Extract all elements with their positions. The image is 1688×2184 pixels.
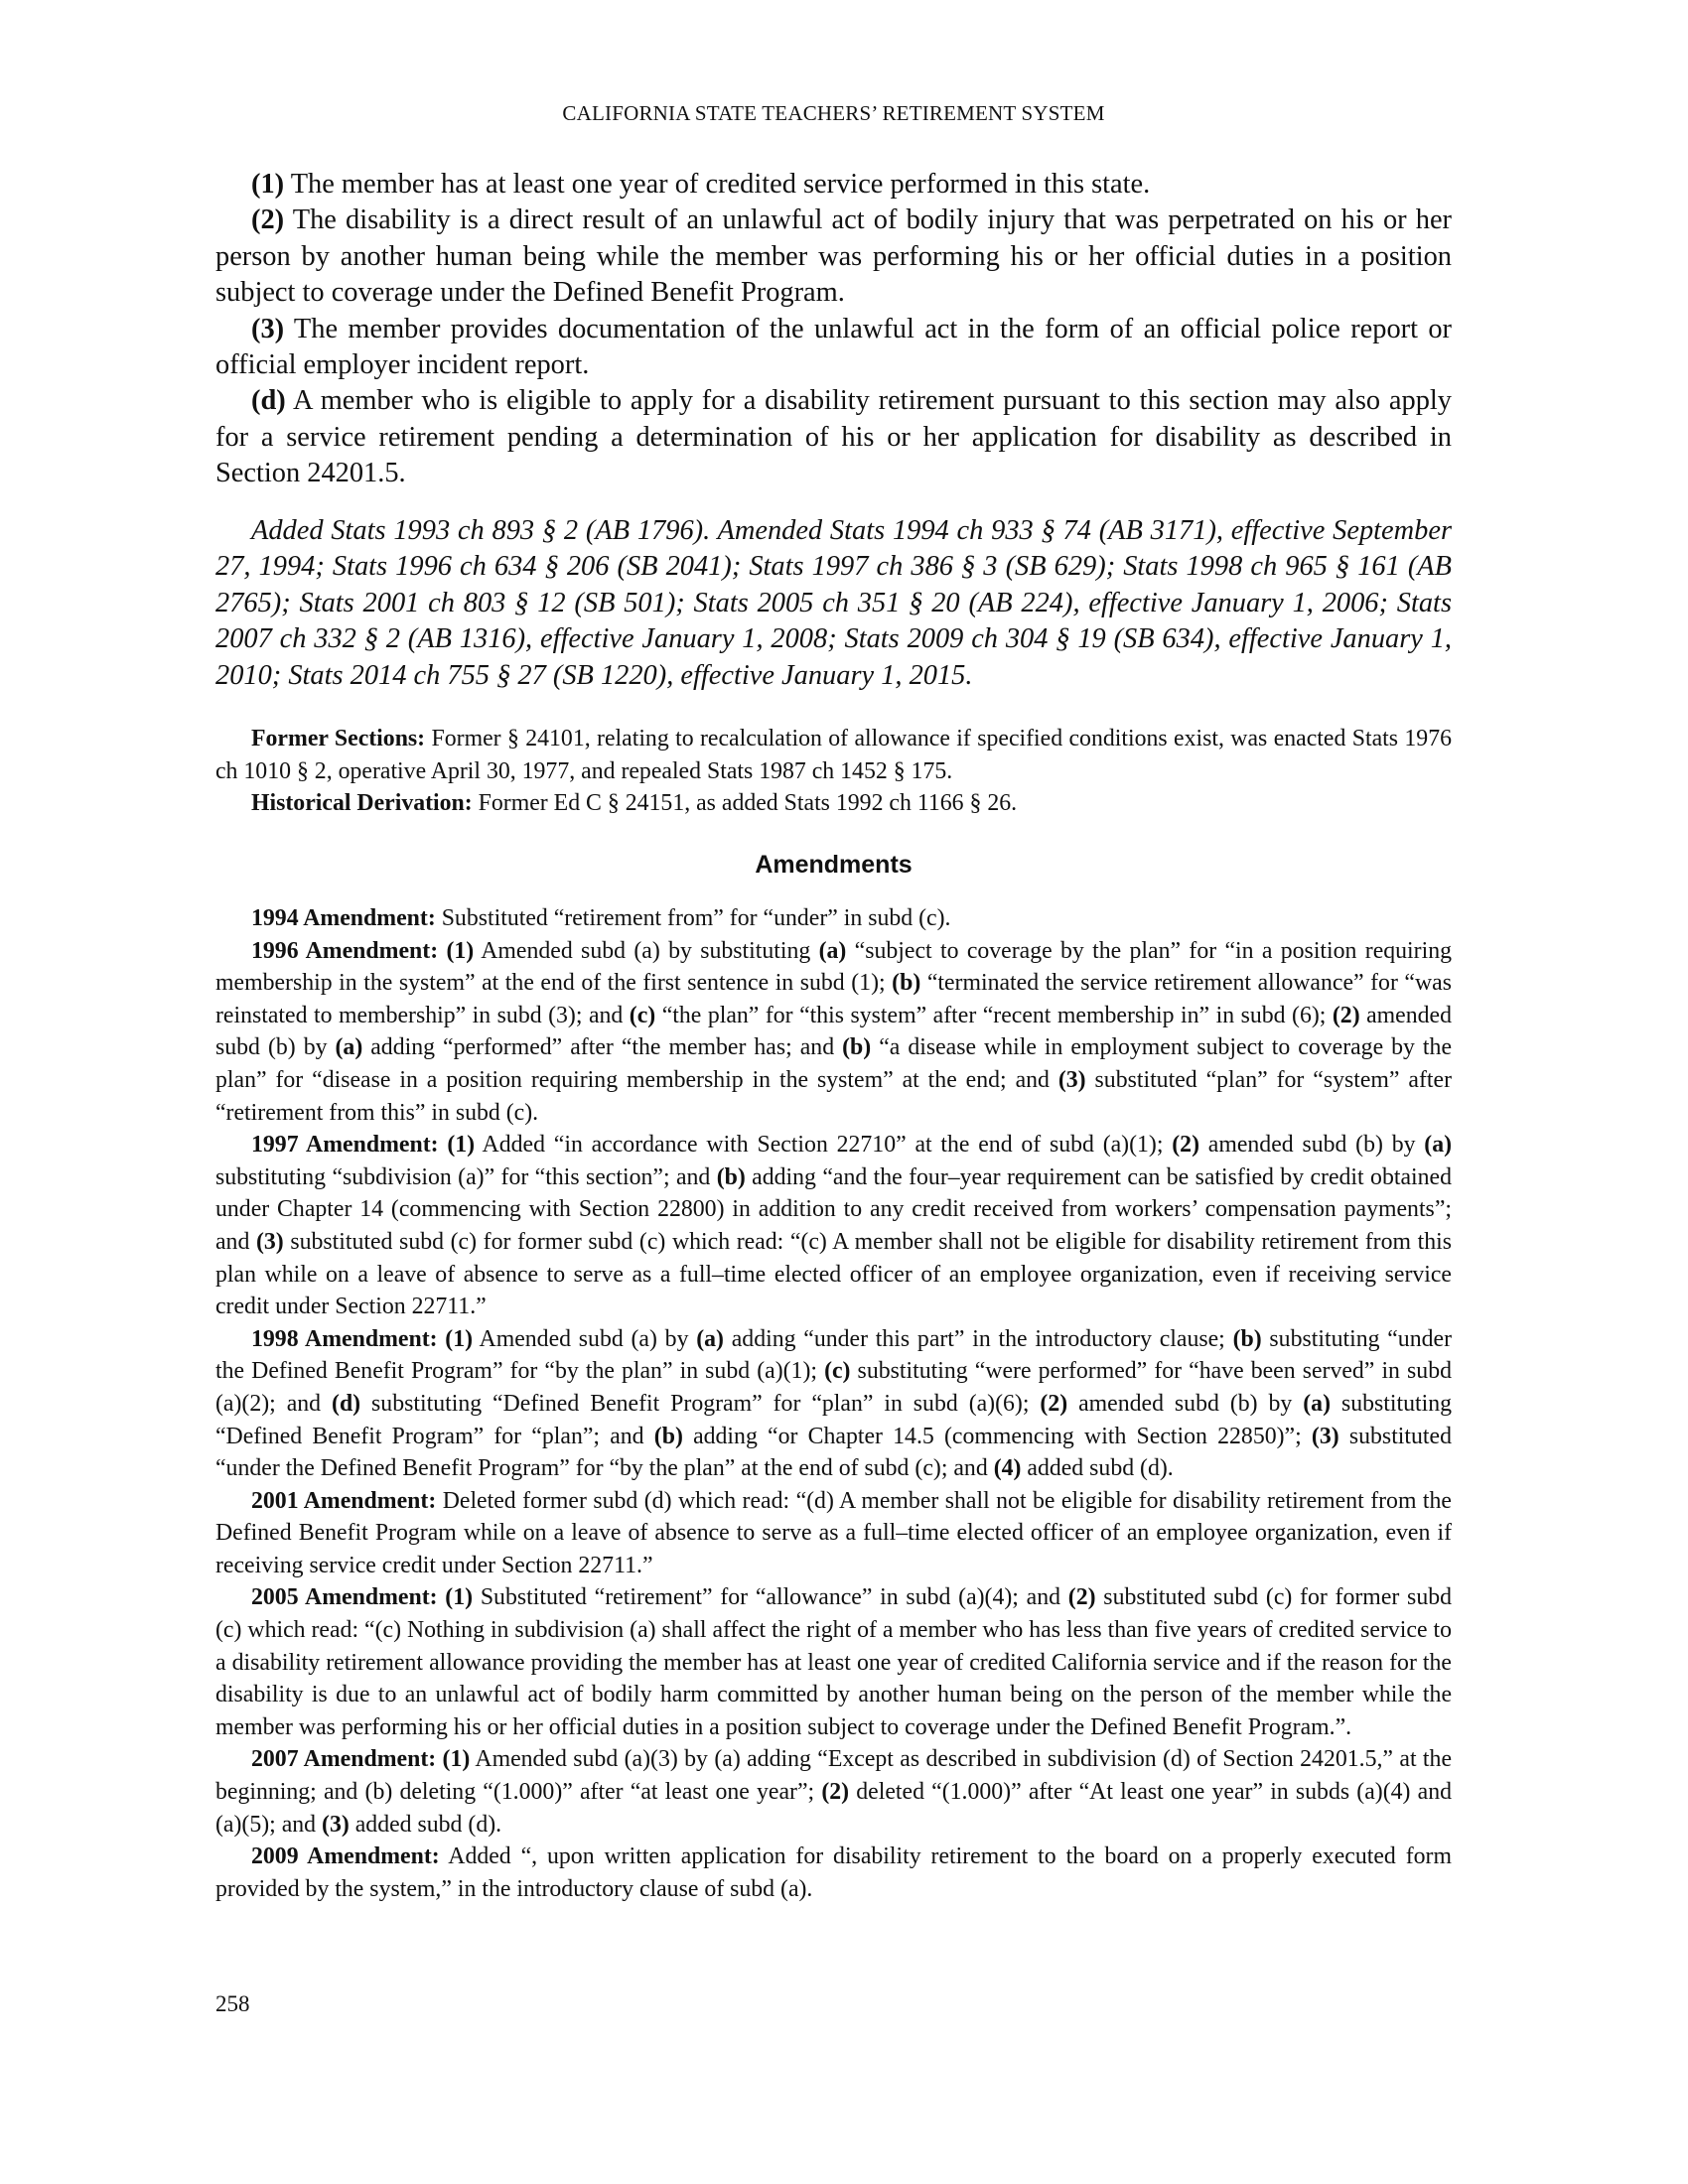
history-note: Added Stats 1993 ch 893 § 2 (AB 1796). Amended Stats 1994 ch 933 § 74 (AB 3171), effective September 27, 1994; Stats 1996 ch 634 § 206 (SB 2041); Stats 1997 ch 386 § 3 (SB 629); Stats 1998 ch 965 § 161 (AB 2765); Stats 2001 ch 803 § 12 (SB 501); Stats 2005 ch 351 § 20 (AB 224), effective January 1, 2006; Stats 2007 ch 332 § 2 (AB 1316), effective January 1, 2008; Stats 2009 ch 304 § 19 (SB 634), effective January 1, 2010; Stats 2014 ch 755 § 27 (SB 1220), effective January 1, 2015.	[215, 515, 1452, 691]
amendments-list	[215, 902, 1452, 1905]
amendment-text: Added “in accordance with Section 22710” at the end of subd (a)(1);	[475, 1132, 1173, 1159]
amendments-heading: Amendments	[755, 851, 913, 879]
amendment-text: Added “, upon written application for disability retirement to the board on a properly executed form provided by the system,” in the introductory clause of subd (a).	[215, 1843, 1452, 1902]
amendment-label: (4)	[993, 1455, 1022, 1482]
amendment-text: Substituted “retirement from” for “under” in subd (c).	[435, 905, 951, 931]
statute-subdivision	[215, 312, 1452, 384]
amendment-label: (c)	[824, 1358, 851, 1385]
subdivision-label: (1)	[251, 169, 285, 200]
former-sections-label: Former Sections:	[251, 726, 426, 751]
amendment-text: substituted subd (c) for former subd (c) which read: “(c) A member shall not be eligible for disability retirement from this plan while on a leave of absence to serve as a full–time elected officer of an employee organization, even if receiving service credit under Section 22711.”	[215, 1228, 1452, 1320]
amendment-label: (a)	[335, 1034, 363, 1061]
amendment-label: (a)	[1303, 1390, 1331, 1417]
amendment-text: substituting “subdivision (a)” for “this section”; and	[215, 1163, 717, 1190]
amendment-label: (3)	[1057, 1066, 1086, 1093]
amendment-label: 1997 Amendment: (1)	[251, 1132, 476, 1159]
subdivision-text: The disability is a direct result of an unlawful act of bodily injury that was perpetrated on his or her person by another human being while the member was performing his or her official duties in a position subject to coverage under the Defined Benefit Program.	[215, 205, 1452, 309]
amendment-text: amended subd (b) by	[1067, 1390, 1304, 1417]
statute-subdivision	[215, 167, 1452, 203]
amendment-label: (2)	[821, 1779, 850, 1806]
amendment-label: (d)	[332, 1390, 361, 1417]
amendment-label: 1996 Amendment: (1)	[251, 937, 475, 964]
amendment-label: (2)	[1067, 1584, 1096, 1611]
amendment-text: substituting “were performed” for “have been served” in subd (a)(2); and	[215, 1358, 1452, 1417]
amendment-text: amended subd (b) by	[1199, 1132, 1425, 1159]
amendment-text: “the plan” for “this system” after “recent membership in” in subd (6);	[655, 1002, 1333, 1028]
amendment-text: deleted “(1.000)” after “At least one year” in subds (a)(4) and (a)(5); and	[215, 1779, 1452, 1838]
amendment-label: 2005 Amendment: (1)	[251, 1584, 474, 1611]
amendment-label: 1998 Amendment: (1)	[251, 1325, 474, 1352]
amendment-text: substituting “Defined Benefit Program” for “plan”; and	[215, 1390, 1453, 1449]
former-sections-text: Former § 24101, relating to recalculation of allowance if specified conditions exist, was enacted Stats 1976 ch 1010 § 2, operative April 30, 1977, and repealed Stats 1987 ch 1452 § 175.	[215, 726, 1452, 784]
amendment-label: (3)	[255, 1228, 284, 1255]
amendment-label: (b)	[716, 1163, 746, 1190]
amendment-text: “a disease while in employment subject to coverage by the plan” for “disease in a position requiring membership in the system” at the end; and	[215, 1034, 1453, 1093]
amendment-text: substituted “under the Defined Benefit Program” for “by the plan” at the end of subd (c); and	[215, 1423, 1452, 1482]
amendment-label: (b)	[653, 1423, 683, 1449]
amendment-text: Amended subd (a) by substituting	[474, 937, 819, 964]
amendment-label: (2)	[1332, 1002, 1360, 1028]
amendment-text: added subd (d).	[1021, 1455, 1174, 1482]
statute-text	[215, 167, 1452, 492]
amendment-label: (3)	[1311, 1423, 1339, 1449]
amendment-paragraph	[215, 1323, 1452, 1485]
amendment-paragraph	[215, 1743, 1452, 1841]
amendment-text: substituted subd (c) for former subd (c) which read: “(c) Nothing in subdivision (a) shall affect the right of a member who has less than five years of credited service to a disability retirement allowance providing the member has at least one year of credited California service and if the reason for the disability is due to an unlawful act of bodily harm committed by another human being on the person of the member while the member was performing his or her official duties in a position subject to coverage under the Defined Benefit Program.”.	[215, 1584, 1453, 1740]
amendment-label: 2007 Amendment: (1)	[251, 1746, 471, 1773]
amendment-label: (a)	[1424, 1132, 1453, 1159]
amendment-paragraph	[215, 1485, 1452, 1582]
amendment-paragraph	[215, 902, 1452, 935]
amendment-label: (a)	[696, 1325, 724, 1352]
former-sections-note	[215, 723, 1452, 787]
amendment-text: substituting “Defined Benefit Program” for “plan” in subd (a)(6);	[360, 1390, 1041, 1417]
amendment-label: (2)	[1040, 1390, 1068, 1417]
amendment-label: 2009 Amendment:	[251, 1843, 440, 1870]
amendment-paragraph	[215, 1841, 1452, 1905]
amendment-text: adding “or Chapter 14.5 (commencing with Section 22850)”;	[682, 1423, 1312, 1449]
amendment-text: Substituted “retirement” for “allowance” in subd (a)(4); and	[473, 1584, 1068, 1611]
amendment-paragraph	[215, 1581, 1452, 1743]
subdivision-text: The member provides documentation of the unlawful act in the form of an official police report or official employer incident report.	[215, 313, 1452, 381]
amendment-text: substituting “under the Defined Benefit Program” for “by the plan” in subd (a)(1);	[215, 1325, 1452, 1385]
amendment-label: 1994 Amendment:	[251, 905, 436, 931]
historical-derivation-label: Historical Derivation:	[251, 790, 473, 817]
amendment-label: (b)	[892, 970, 921, 997]
amendment-text: “subject to coverage by the plan” for “in a position requiring membership in the system” at the end of the first sentence in subd (1);	[215, 937, 1452, 997]
statute-subdivision	[215, 383, 1452, 491]
statute-subdivision	[215, 203, 1452, 311]
subdivision-label: (d)	[251, 385, 286, 417]
amendment-text: “terminated the service retirement allowance” for “was reinstated to membership” in subd (3); and	[215, 970, 1453, 1028]
page-number: 258	[215, 1991, 250, 2016]
amendment-text: adding “under this part” in the introductory clause;	[723, 1325, 1233, 1352]
amendment-text: Deleted former subd (d) which read: “(d) A member shall not be eligible for disability retirement from the Defined Benefit Program while on a leave of absence to serve as a full–time elected officer of an employee organization, even if receiving service credit under Section 22711.”	[215, 1487, 1452, 1578]
amendment-label: (b)	[842, 1034, 872, 1061]
legislative-history	[215, 513, 1452, 694]
amendment-text: Amended subd (a)(3) by (a) adding “Except as described in subdivision (d) of Section 24201.5,” at the beginning; and (b) deleting “(1.000)” after “at least one year”;	[215, 1746, 1453, 1806]
subdivision-label: (3)	[251, 313, 285, 344]
amendment-label: (c)	[629, 1002, 656, 1028]
historical-derivation-note	[215, 787, 1452, 820]
subdivision-text: The member has at least one year of credited service performed in this state.	[284, 169, 1151, 200]
amendment-label: (2)	[1172, 1132, 1199, 1159]
amendment-label: (3)	[322, 1811, 350, 1838]
amendment-label: 2001 Amendment:	[251, 1487, 437, 1514]
amendment-text: adding “and the four–year requirement can be satisfied by credit obtained under Chapter 14 (commencing with Section 22800) in addition to any credit received from workers’ compensation payments”; and	[215, 1163, 1452, 1255]
running-head: CALIFORNIA STATE TEACHERS’ RETIREMENT SYSTEM	[562, 101, 1105, 125]
former-sections	[215, 723, 1452, 820]
amendment-text: substituted “plan” for “system” after “retirement from this” in subd (c).	[215, 1066, 1453, 1126]
amendment-label: (a)	[818, 937, 847, 964]
subdivision-text: A member who is eligible to apply for a disability retirement pursuant to this section may also apply for a service retirement pending a determination of his or her application for disability as described in Section 24201.5.	[215, 385, 1452, 489]
amendment-text: amended subd (b) by	[215, 1002, 1453, 1061]
amendment-text: Amended subd (a) by	[473, 1325, 697, 1352]
amendment-paragraph	[215, 1129, 1452, 1323]
amendment-text: added subd (d).	[349, 1811, 502, 1838]
amendment-paragraph	[215, 935, 1452, 1130]
subdivision-label: (2)	[251, 205, 285, 236]
amendment-label: (b)	[1232, 1325, 1262, 1352]
historical-derivation-text: Former Ed C § 24151, as added Stats 1992 ch 1166 § 26.	[472, 790, 1018, 817]
amendment-text: adding “performed” after “the member has; and	[362, 1034, 843, 1061]
